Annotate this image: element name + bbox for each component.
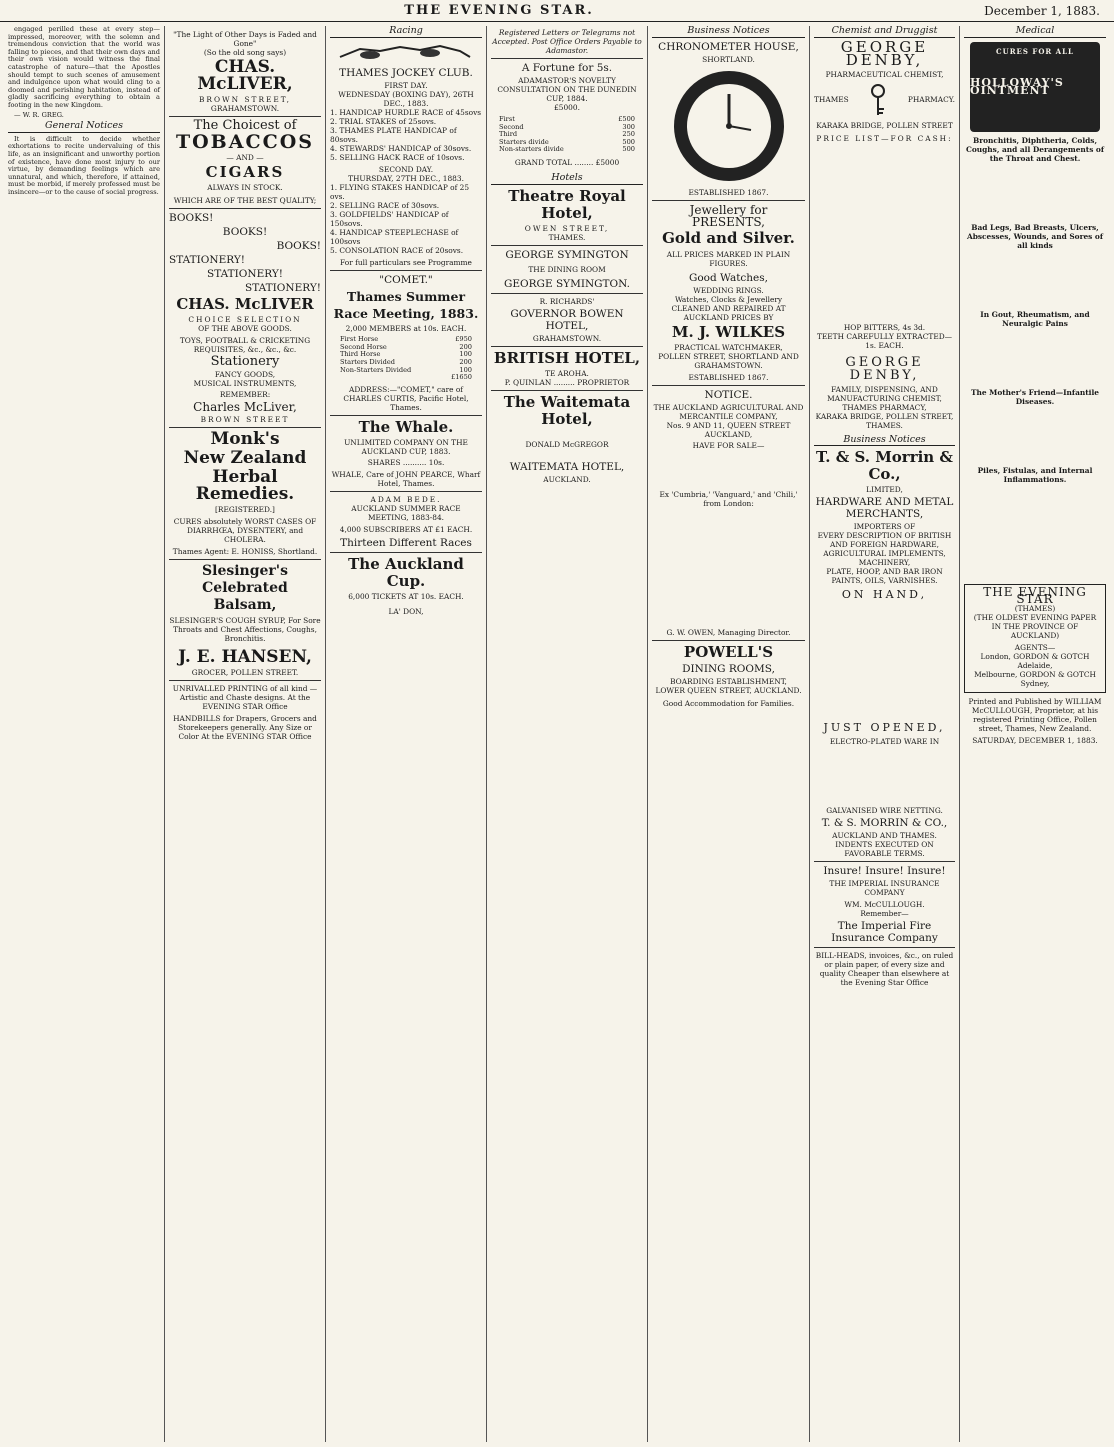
race-item: 4. HANDICAP STEEPLECHASE of 100sovs <box>330 228 459 247</box>
pharm: PHARMACEUTICAL CHEMIST, <box>825 69 944 79</box>
divider <box>169 680 321 681</box>
holloway-ribbon: CURES FOR ALL <box>996 46 1074 56</box>
thirteen-races: Thirteen Different Races <box>340 536 472 549</box>
cash-award-row <box>499 124 635 132</box>
electro: ELECTRO-PLATED WARE IN <box>829 737 940 747</box>
divider <box>330 270 482 271</box>
prize-row-amount: 200 <box>459 357 472 366</box>
cash-award-row-amount: 500 <box>622 137 635 146</box>
divider <box>169 208 321 209</box>
ad-hansen: J. E. HANSEN, <box>178 647 312 667</box>
divider <box>491 58 643 59</box>
divider <box>814 861 955 862</box>
column-6 <box>810 26 960 1442</box>
filler-paragraph: It is difficult to decide whether exhortations to recite undervaluing of this life, as an insignificant and unworthy portion of existence, have done most injury to our virtue, by demanding feelings which are unnatural, and which, therefore, if attained, must be morbid, if merely professed must be insincere—or to the cause of social progress. <box>8 134 160 196</box>
race-item: 4. STEWARDS' HANDICAP of 30sovs. <box>330 144 472 154</box>
column-5 <box>648 26 810 1442</box>
race-item: 2. SELLING RACE of 30sovs. <box>330 201 440 211</box>
cash-award-row-amount: 250 <box>622 130 635 139</box>
prize-row-label: First Horse <box>340 335 379 344</box>
column-2 <box>165 26 326 1442</box>
section-header-general-notices: General Notices <box>8 121 160 133</box>
auckland-summer: AUCKLAND SUMMER RACE MEETING, 1883-84. <box>351 503 461 522</box>
ex-cumbria: Ex 'Cumbria,' 'Vanguard,' and 'Chili,' from London: <box>659 489 798 508</box>
theatre-title: Theatre Royal Hotel, <box>508 186 626 222</box>
race-item: 2. TRIAL STAKES of 25sovs. <box>330 117 437 127</box>
race-item: 1. HANDICAP HURDLE RACE of 45sovs <box>330 108 482 118</box>
waitemata-title: The Waitemata Hotel, <box>503 392 631 428</box>
subscribers: 4,000 SUBSCRIBERS AT £1 EACH. <box>339 524 473 534</box>
first-day: FIRST DAY. <box>384 81 428 91</box>
column-3 <box>326 26 487 1442</box>
gold-silver: Gold and Silver. <box>662 228 795 247</box>
billheads: BILL-HEADS, invoices, &c., on ruled or plain paper, of every size and quality Cheaper than elsewhere at the Evening Star Office <box>815 951 954 988</box>
ad-books: BOOKS! <box>169 212 214 224</box>
divider <box>491 293 643 294</box>
wedding-rings: WEDDING RINGS. <box>693 285 764 295</box>
ad-slesinger-sub: SLESINGER'S COUGH SYRUP, For Sore Throats and Chest Affections, Coughs, Bronchitis. <box>169 616 321 643</box>
prize-row-amount: 100 <box>459 350 472 359</box>
good-watches: Good Watches, <box>688 271 769 284</box>
theatre-addr: OWEN STREET, <box>524 223 610 233</box>
jockey-title: THAMES JOCKEY CLUB. <box>339 67 473 80</box>
denby: GEORGE DENBY, <box>840 37 929 69</box>
divider <box>652 640 805 641</box>
ad-mcliver-town: GRAHAMSTOWN. <box>210 104 280 113</box>
george-symington: GEORGE SYMINGTON <box>505 248 629 261</box>
queen-street: Nos. 9 AND 11, QUEEN STREET AUCKLAND, <box>666 420 791 439</box>
ad-mcliver-addr: BROWN STREET, <box>198 95 291 104</box>
ad-charles: Charles McLiver, <box>193 400 297 414</box>
programme-note: For full particulars see Programme <box>340 258 472 268</box>
waitemata-2: WAITEMATA HOTEL, <box>509 460 625 473</box>
auckland-cup: The Auckland Cup. <box>348 554 464 590</box>
on-hand: ON HAND, <box>841 588 928 602</box>
race-item: 3. GOLDFIELDS' HANDICAP of 150sovs. <box>330 210 449 229</box>
fortune-title: A Fortune for 5s. <box>521 62 613 74</box>
ad-fancy: FANCY GOODS, <box>214 370 276 379</box>
owen: G. W. OWEN, Managing Director. <box>666 627 791 637</box>
pharmacy-label: PHARMACY. <box>907 95 955 105</box>
good-accom: Good Accommodation for Families. <box>662 698 795 708</box>
ad-remember: REMEMBER: <box>219 390 271 399</box>
ad-agent: Thames Agent: E. HONISS, Shortland. <box>172 547 318 556</box>
governor-title: GOVERNOR BOWEN HOTEL, <box>510 307 624 332</box>
cash-award-row <box>499 146 635 154</box>
ad-books-2: BOOKS! <box>222 226 268 238</box>
divider <box>169 116 321 117</box>
masthead <box>0 0 1114 22</box>
ad-always: ALWAYS IN STOCK. <box>207 183 283 192</box>
divider <box>652 200 805 201</box>
ad-stationery: STATIONERY! <box>169 254 245 266</box>
ad-choice: CHOICE SELECTION <box>188 315 302 324</box>
divider <box>491 346 643 347</box>
issue-date: December 1, 1883. <box>984 3 1100 18</box>
second-day-date: THURSDAY, 27TH DEC., 1883. <box>348 174 464 184</box>
mccullough: WM. McCULLOUGH. <box>844 900 925 910</box>
star-oldest: (THE OLDEST EVENING PAPER IN THE PROVINCE OF AUCKLAND) <box>973 612 1097 640</box>
theatre-town: THAMES. <box>548 232 586 242</box>
have-for-sale: HAVE FOR SALE— <box>692 440 765 450</box>
adam-bede: ADAM BEDE. <box>370 494 442 504</box>
race-item: 5. SELLING HACK RACE of 10sovs. <box>330 153 465 163</box>
racehorse-icon <box>330 41 480 63</box>
family: FAMILY, DISPENSING, AND MANUFACTURING CHEMIST, THAMES PHARMACY, <box>827 384 942 412</box>
registered-note: Registered Letters or Telegrams not Accepted. Post Office Orders Payable to Adamastor. <box>492 28 642 55</box>
evening-star-box <box>964 584 1106 693</box>
page-columns <box>4 26 1110 1442</box>
divider <box>491 245 643 246</box>
holloway-ointment-image <box>970 42 1100 132</box>
shortland: SHORTLAND. <box>702 54 755 64</box>
imperial: THE IMPERIAL INSURANCE COMPANY <box>829 879 940 898</box>
ad-herbal: Herbal Remedies. <box>195 467 295 504</box>
divider <box>814 947 955 948</box>
sydney: Sydney, <box>1020 678 1050 688</box>
prize-row-label: Third Horse <box>340 350 381 359</box>
grand-total: GRAND TOTAL ........ £5000 <box>514 157 620 167</box>
ad-light-sub: (So the old song says) <box>203 48 287 57</box>
ad-handbills: HANDBILLS for Drapers, Grocers and Storekeepers generally. Any Size or Color At the EVENING STAR Office <box>173 714 317 741</box>
paper-title: THE EVENING STAR. <box>404 3 594 18</box>
divider <box>169 427 321 428</box>
powell: POWELL'S <box>683 642 774 661</box>
la-don: LA' DON, <box>388 606 424 616</box>
prize-row <box>340 374 472 382</box>
morrin: T. & S. Morrin & Co., <box>816 448 953 484</box>
cash-award-row-amount: 500 <box>622 145 635 154</box>
hardware: HARDWARE AND METAL MERCHANTS, <box>815 496 954 521</box>
bronchitis: Bronchitis, Diphtheria, Colds, Coughs, and all Derangements of the Throat and Chest. <box>965 135 1105 163</box>
fortune-sub: ADAMASTOR'S NOVELTY CONSULTATION ON THE DUNEDIN CUP, 1884. <box>497 76 637 103</box>
clocks: Watches, Clocks & Jewellery <box>674 294 783 304</box>
ad-printing: UNRIVALLED PRINTING of all kind —Artistic and Chaste designs. At the EVENING STAR Office <box>172 684 318 711</box>
ad-choicest: The Choicest of <box>193 118 297 133</box>
ad-mcliver-2: CHAS. McLIVER <box>176 295 314 313</box>
prize-row-amount: £950 <box>455 335 472 344</box>
just-opened: JUST OPENED, <box>823 721 946 735</box>
denby-2: GEORGE DENBY, <box>845 354 924 383</box>
plate: PLATE, HOOP, AND BAR IRON PAINTS, OILS, VARNISHES. <box>826 567 943 586</box>
divider <box>169 559 321 560</box>
ad-stationery-3: STATIONERY! <box>245 282 321 294</box>
editorial-article <box>8 26 160 119</box>
prize-row-amount: 100 <box>459 365 472 374</box>
te-aroha: TE AROHA. <box>545 368 589 378</box>
karaka: KARAKA BRIDGE, POLLEN STREET <box>816 120 953 130</box>
cleaned: CLEANED AND REPAIRED AT AUCKLAND PRICES BY <box>671 303 786 322</box>
limited: LIMITED, <box>866 485 903 495</box>
prize-row-label: Non-Starters Divided <box>340 365 412 374</box>
london: London, GORDON & GOTCH <box>980 651 1090 661</box>
ad-toys: TOYS, FOOTBALL & CRICKETING REQUISITES, &c., &c., &c. <box>179 336 311 354</box>
auckland-label: AUCKLAND. <box>543 474 591 484</box>
morrin-2: T. & S. MORRIN & CO., <box>821 817 948 830</box>
article-lead: engaged perilled these at every step—impressed, moreover, with the solemn and tremendous conviction that the world was falling to pieces, and that their own days and their own vision would witness the final catastrophe of nature—that the Apostles should tempt to such scenes of amusement and indulgence upon what would cling to a doomed and perishing habitation, instead of gladly sacrificing everything to obtain a footing in the new Kingdom. <box>8 26 160 109</box>
key-icon <box>866 83 890 117</box>
ad-which-are: WHICH ARE OF THE BEST QUALITY; <box>173 196 317 205</box>
prize-row-amount: 200 <box>459 342 472 351</box>
ad-monk: Monk's <box>210 429 280 449</box>
ad-books-3: BOOKS! <box>276 240 321 252</box>
every: EVERY DESCRIPTION OF BRITISH AND FOREIGN HARDWARE, AGRICULTURAL IMPLEMENTS, MACHINERY, <box>817 531 952 568</box>
teeth: TEETH CAREFULLY EXTRACTED—1s. EACH. <box>816 331 953 350</box>
section-header-hotels: Hotels <box>491 173 643 185</box>
lower-queen: LOWER QUEEN STREET, AUCKLAND. <box>655 685 802 695</box>
tickets: 6,000 TICKETS AT 10s. EACH. <box>348 591 464 601</box>
powell-dining: DINING ROOMS, <box>682 662 775 675</box>
graham: GRAHAMSTOWN. <box>532 333 602 343</box>
ad-cigars: CIGARS <box>205 163 285 181</box>
comet-title: "COMET." <box>379 274 433 287</box>
fistulas: Piles, Fistulas, and Internal Inflammations. <box>977 465 1093 484</box>
remember: Remember— <box>860 909 909 919</box>
whale-addr: WHALE, Care of JOHN PEARCE, Wharf Hotel, Thames. <box>331 469 481 488</box>
mother: The Mother's Friend—Infantile Diseases. <box>971 387 1099 406</box>
comet-members: 2,000 MEMBERS at 10s. EACH. <box>345 324 467 334</box>
whale-title: The Whale. <box>358 417 454 436</box>
cash-awards-table <box>499 116 635 154</box>
race-item: 5. CONSOLATION RACE of 20sovs. <box>330 246 464 256</box>
clock-icon <box>669 66 789 186</box>
cash-award-row-amount: 300 <box>622 122 635 131</box>
price-list: PRICE LIST—FOR CASH: <box>816 133 953 143</box>
comet-sub: Thames Summer Race Meeting, 1883. <box>333 289 479 322</box>
ad-and: — AND — <box>226 153 264 162</box>
quinlan: P. QUINLAN ......... PROPRIETOR <box>504 377 630 387</box>
richards: R. RICHARDS' <box>539 296 595 306</box>
hop-bitters: HOP BITTERS, 4s 3d. <box>843 322 926 332</box>
galvanised: GALVANISED WIRE NETTING. <box>826 806 943 816</box>
indents: INDENTS EXECUTED ON FAVORABLE TERMS. <box>835 840 934 859</box>
comet-address: ADDRESS:—"COMET," care of CHARLES CURTIS, Pacific Hotel, Thames. <box>343 384 469 412</box>
insure: Insure! Insure! Insure! <box>823 865 946 878</box>
thames-pharmacy-row <box>814 83 955 117</box>
printed: Printed and Published by WILLIAM McCULLOUGH, Proprietor, at his registered Printing Office, Pollen street, Thames, New Zealand. <box>968 696 1102 733</box>
ad-above-goods: OF THE ABOVE GOODS. <box>198 324 292 333</box>
practical: PRACTICAL WATCHMAKER, <box>674 342 783 352</box>
saturday: SATURDAY, DECEMBER 1, 1883. <box>972 735 1098 745</box>
melbourne: Melbourne, GORDON & GOTCH <box>974 669 1096 679</box>
ad-brown: BROWN STREET <box>200 415 290 424</box>
cash-award-row-label: Second <box>499 122 524 131</box>
first-day-date: WEDNESDAY (BOXING DAY), 26TH DEC., 1883. <box>338 90 474 109</box>
section-header-racing: Racing <box>330 26 482 38</box>
ad-cures: CURES absolutely WORST CASES OF DIARRHŒA, DYSENTERY, and CHOLERA. <box>173 517 317 544</box>
ad-hansen-sub: GROCER, POLLEN STREET. <box>191 668 299 677</box>
section-header-business: Business Notices <box>652 26 805 38</box>
column-4 <box>487 26 648 1442</box>
races-day-2-list <box>330 183 482 255</box>
divider <box>330 415 482 416</box>
cash-award-row-label: Third <box>499 130 518 139</box>
race-item: 1. FLYING STAKES HANDICAP of 25 ovs. <box>330 183 470 202</box>
ad-registered: [REGISTERED.] <box>215 505 275 514</box>
agricultural: THE AUCKLAND AGRICULTURAL AND MERCANTILE COMPANY, <box>653 402 804 421</box>
george-symington-2: GEORGE SYMINGTON. <box>503 277 631 290</box>
notice: NOTICE. <box>704 388 753 401</box>
article-byline: — W. R. GREG. <box>14 110 64 119</box>
importers: IMPORTERS OF <box>853 522 916 532</box>
ad-musical: MUSICAL INSTRUMENTS, <box>193 379 297 388</box>
donald: DONALD McGREGOR <box>525 439 609 449</box>
boarding: BOARDING ESTABLISHMENT, <box>670 676 787 686</box>
divider <box>491 390 643 391</box>
established: ESTABLISHED 1867. <box>688 187 769 197</box>
prize-row-label: Starters Divided <box>340 357 396 366</box>
imperial-2: The Imperial Fire Insurance Company <box>831 920 938 945</box>
second-day: SECOND DAY. <box>378 165 434 175</box>
chronometer: CHRONOMETER HOUSE, <box>658 40 799 53</box>
holloway-label: HOLLOWAY'S OINTMENT <box>970 76 1064 97</box>
section-header-business-2: Business Notices <box>814 435 955 447</box>
general-notices-text <box>8 136 160 197</box>
star-sub: (THAMES) <box>1014 603 1056 613</box>
plain-figures: ALL PRICES MARKED IN PLAIN FIGURES. <box>666 249 791 268</box>
prize-row-label: Second Horse <box>340 342 387 351</box>
divider <box>652 385 805 386</box>
section-header-medical: Medical <box>964 26 1106 38</box>
ad-light-title: "The Light of Other Days is Faded and Gone" <box>173 30 317 48</box>
ad-nz: New Zealand <box>183 448 307 468</box>
jewellery: Jewellery for PRESENTS, <box>689 202 768 229</box>
ad-tobaccos: TOBACCOS <box>175 131 314 153</box>
prize-row-amount: £1650 <box>451 373 472 382</box>
whale-shares: SHARES .......... 10s. <box>367 457 445 467</box>
cash-award-row-label: Non-starters divide <box>499 145 564 154</box>
column-7 <box>960 26 1110 1442</box>
cash-award-row-amount: £500 <box>618 115 635 123</box>
divider <box>330 491 482 492</box>
auckland-thames: AUCKLAND AND THAMES. <box>832 831 937 841</box>
ad-slesinger: Slesinger's Celebrated Balsam, <box>202 563 288 613</box>
fortune-amount: £5000. <box>554 103 580 112</box>
star-title: THE EVENING STAR <box>983 584 1087 607</box>
wilkes: M. J. WILKES <box>671 322 786 341</box>
karaka-2: KARAKA BRIDGE, POLLEN STREET, THAMES. <box>815 411 954 430</box>
pollen: POLLEN STREET, SHORTLAND AND GRAHAMSTOWN. <box>658 351 799 370</box>
agents: AGENTS— <box>1014 642 1056 652</box>
whale-sub: UNLIMITED COMPANY ON THE AUCKLAND CUP, 1883. <box>344 437 468 456</box>
column-1 <box>4 26 165 1442</box>
ad-stationery-2: STATIONERY! <box>207 268 283 280</box>
divider <box>330 552 482 553</box>
thames-label: THAMES <box>814 95 849 105</box>
cash-award-row-label: Starters divide <box>499 137 549 146</box>
gout: In Gout, Rheumatism, and Neuralgic Pains <box>980 309 1090 328</box>
dining-room: THE DINING ROOM <box>528 264 606 274</box>
cash-award-row-label: First <box>499 115 515 123</box>
races-day-1-list <box>330 108 482 162</box>
comet-prizes-table <box>340 336 472 382</box>
section-header-chemist: Chemist and Druggist <box>814 26 955 38</box>
established-2: ESTABLISHED 1867. <box>688 372 769 382</box>
ad-stationery-heading: Stationery <box>210 354 280 369</box>
bad-legs: Bad Legs, Bad Breasts, Ulcers, Abscesses, Wounds, and Sores of all kinds <box>966 222 1104 250</box>
adelaide: Adelaide, <box>1017 660 1053 670</box>
race-item: 3. THAMES PLATE HANDICAP of 80sovs. <box>330 126 457 145</box>
ad-mcliver-name: CHAS. McLIVER, <box>197 57 293 94</box>
british-hotel: BRITISH HOTEL, <box>493 348 641 367</box>
